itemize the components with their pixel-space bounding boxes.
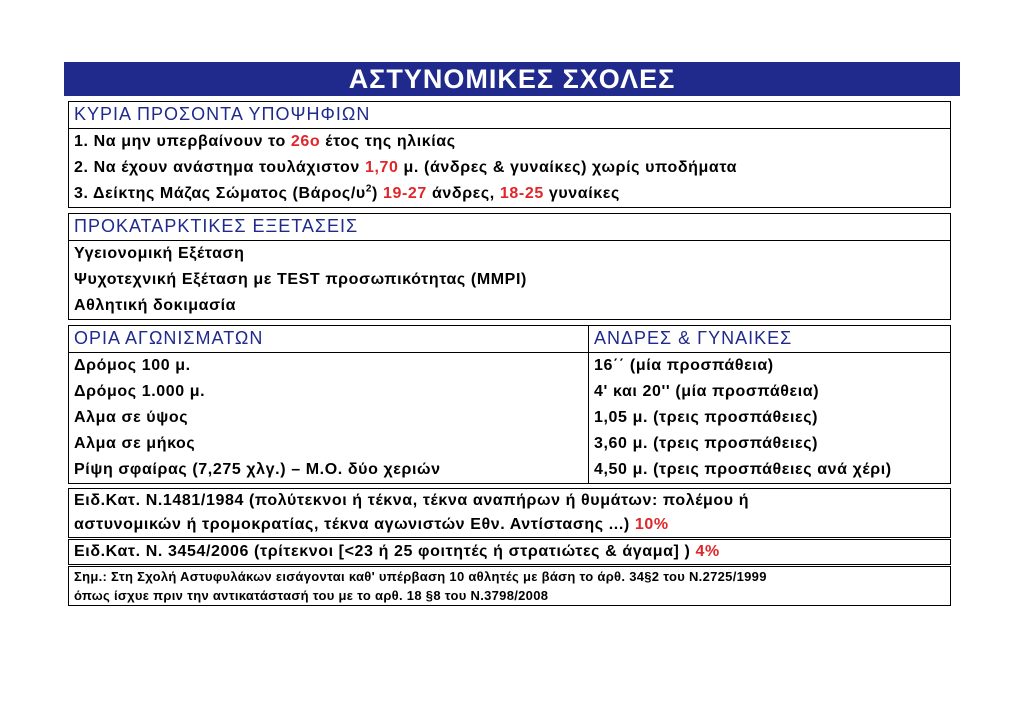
event-cell: Δρόμος 100 μ. — [74, 357, 191, 374]
footnote-box — [68, 566, 951, 606]
special1-line2: αστυνομικών ή τρομοκρατίας, τέκνα αγωνιστών Εθν. Αντίστασης ...) 10% — [74, 516, 669, 533]
page-title: ΑΣΤΥΝΟΜΙΚΕΣ ΣΧΟΛΕΣ — [64, 62, 960, 96]
event-cell: Δρόμος 1.000 μ. — [74, 383, 206, 400]
special2-line: Ειδ.Κατ. Ν. 3454/2006 (τρίτεκνοι [<23 ή 25 φοιτητές ή στρατιώτες & άγαμα] ) 4% — [74, 543, 720, 560]
event-cell: Αλμα σε ύψος — [74, 409, 189, 426]
value-cell: 1,05 μ. (τρεις προσπάθειες) — [594, 409, 819, 426]
qualification-age: 1. Να μην υπερβαίνουν το 26ο έτος της ηλικίας — [74, 133, 456, 150]
qualifications-box — [68, 101, 951, 208]
exams-box — [68, 213, 951, 320]
exam-item: Υγειονομική Εξέταση — [74, 245, 245, 262]
exam-item: Αθλητική δοκιμασία — [74, 297, 237, 314]
limits-heading-values: ΑΝΔΡΕΣ & ΓΥΝΑΙΚΕΣ — [589, 326, 950, 353]
footnote-line2: όπως ίσχυε πριν την αντικατάστασή του με το αρθ. 18 §8 του Ν.3798/2008 — [74, 588, 549, 603]
exams-heading: ΠΡΟΚΑΤΑΡΚΤΙΚΕΣ ΕΞΕΤΑΣΕΙΣ — [69, 214, 950, 241]
qualification-height: 2. Να έχουν ανάστημα τουλάχιστον 1,70 μ. (άνδρες & γυναίκες) χωρίς υποδήματα — [74, 159, 738, 176]
value-cell: 3,60 μ. (τρεις προσπάθειες) — [594, 435, 819, 452]
exam-item: Ψυχοτεχνική Εξέταση με TEST προσωπικότητας (MMPI) — [74, 271, 527, 288]
qualification-bmi: 3. Δείκτης Μάζας Σώματος $(Bά\rho o\varsigma/\upsilon^2)$ 19-27 άνδρες, 18-25 γυναίκες — [74, 183, 620, 202]
value-cell: 4' και 20'' (μία προσπάθεια) — [594, 383, 820, 400]
footnote-line1: Σημ.: Στη Σχολή Αστυφυλάκων εισάγονται καθ' υπέρβαση 10 αθλητές με βάση το άρθ. 34§2 του Ν.2725/1999 — [74, 569, 767, 584]
special-category-1 — [68, 488, 951, 538]
value-cell: 4,50 μ. (τρεις προσπάθειες ανά χέρι) — [594, 461, 892, 478]
limits-table — [68, 325, 951, 484]
limits-heading-events: ΟΡΙΑ ΑΓΩΝΙΣΜΑΤΩΝ — [69, 326, 588, 353]
special1-line1: Ειδ.Κατ. Ν.1481/1984 (πολύτεκνοι ή τέκνα, τέκνα αναπήρων ή θυμάτων: πολέμου ή — [74, 492, 750, 509]
event-cell: Αλμα σε μήκος — [74, 435, 196, 452]
event-cell: Ρίψη σφαίρας (7,275 χλγ.) – Μ.Ο. δύο χεριών — [74, 461, 441, 478]
value-cell: 16΄΄ (μία προσπάθεια) — [594, 357, 774, 374]
qualifications-heading: ΚΥΡΙΑ ΠΡΟΣΟΝΤΑ ΥΠΟΨΗΦΙΩΝ — [69, 102, 950, 129]
special-category-2 — [68, 539, 951, 565]
